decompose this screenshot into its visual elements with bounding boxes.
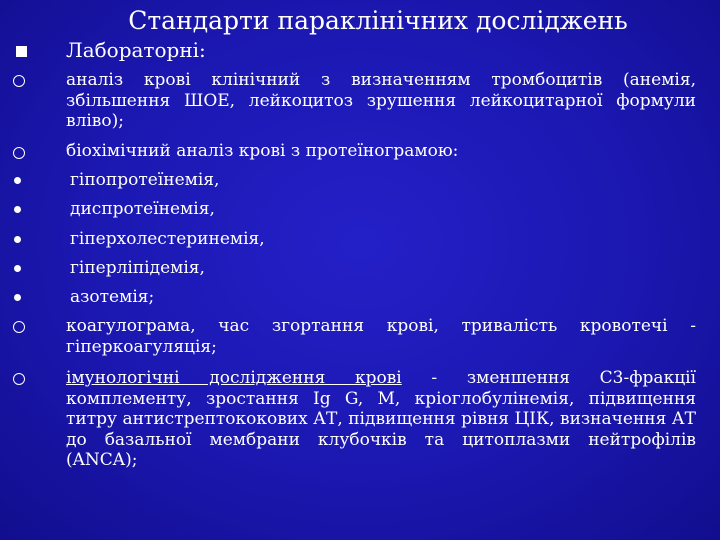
list-item-text: біохімічний аналіз крові з протеїнограмою: bbox=[66, 141, 459, 161]
list-item-text: гіпопротеїнемія, bbox=[70, 170, 220, 190]
list-item-text: коагулограма, час згортання крові, тривалість кровотечі - гіперкоагуляція; bbox=[66, 316, 696, 357]
dot-bullet-icon bbox=[14, 177, 21, 184]
list-item-text: азотемія; bbox=[70, 287, 155, 307]
list-item-text bbox=[66, 368, 696, 471]
dot-bullet-icon bbox=[14, 294, 21, 301]
dot-bullet-icon bbox=[14, 265, 21, 272]
square-bullet-icon bbox=[16, 46, 27, 57]
slide-title: Стандарти параклінічних досліджень bbox=[128, 6, 628, 35]
circle-bullet-icon bbox=[13, 75, 25, 87]
dot-bullet-icon bbox=[14, 206, 21, 213]
dot-bullet-icon bbox=[14, 236, 21, 243]
list-item-text: диспротеїнемія, bbox=[70, 199, 215, 219]
list-item-text: аналіз крові клінічний з визначенням тромбоцитів (анемія, збільшення ШОЕ, лейкоцитоз зрушення лейкоцитарної формули вліво); bbox=[66, 70, 696, 132]
circle-bullet-icon bbox=[13, 373, 25, 385]
list-item-text-rest: - зменшення С3-фракції комплементу, зростання Ig G, M, кріоглобулінемія, підвищення титру антистрептококових АТ, підвищення рівня ЦІК, визначення АТ до базальної мембрани клубочків та цитоплазми нейтрофілів (ANCA); bbox=[66, 368, 696, 471]
circle-bullet-icon bbox=[13, 321, 25, 333]
section-heading: Лабораторні: bbox=[66, 38, 206, 62]
list-item-text: гіперліпідемія, bbox=[70, 258, 205, 278]
underlined-phrase: імунологічні дослідження крові bbox=[66, 368, 402, 388]
list-item-text: гіперхолестеринемія, bbox=[70, 229, 265, 249]
circle-bullet-icon bbox=[13, 147, 25, 159]
